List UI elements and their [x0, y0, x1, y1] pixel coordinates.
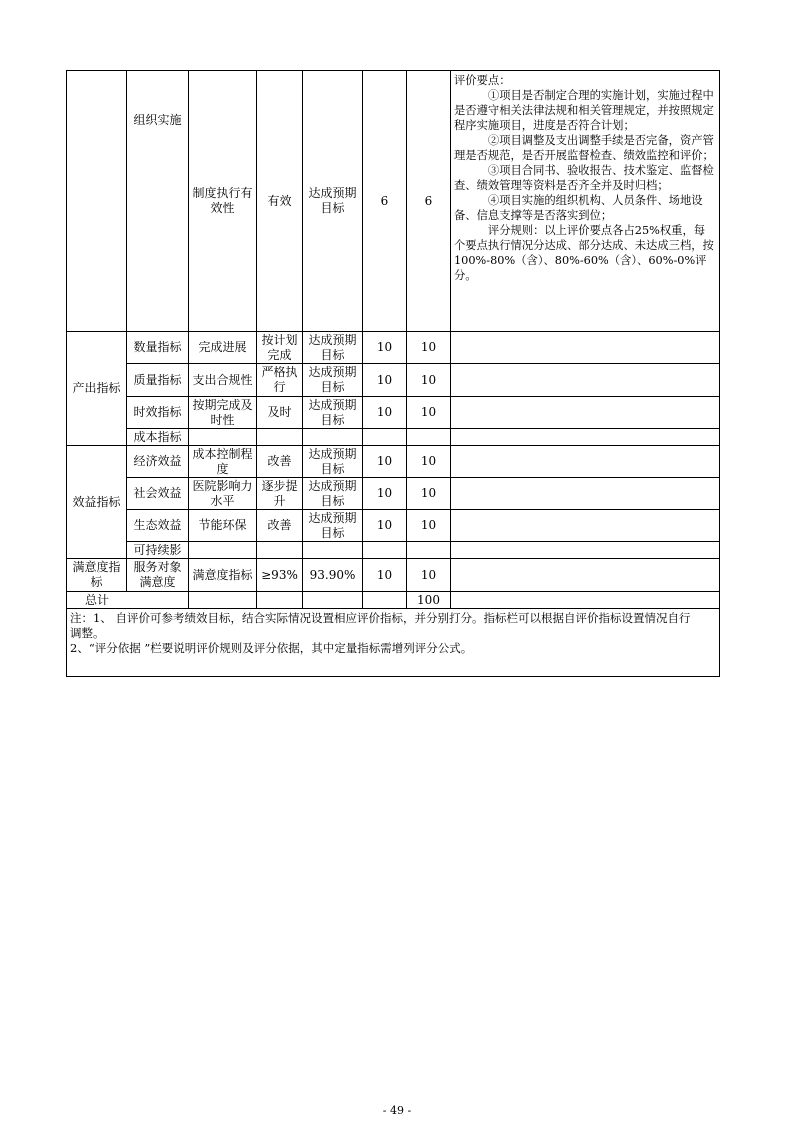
score-6: 6 — [407, 71, 451, 332]
value-cell: 达成预期目标 — [303, 446, 363, 478]
l3-cell: 按期完成及时性 — [189, 397, 257, 429]
notes-cell — [67, 609, 720, 677]
weight-cell: 10 — [363, 510, 407, 542]
table-row — [67, 446, 720, 478]
criteria-point-1: ①项目是否制定合理的实施计划，实施过程中是否遵守相关法律法规和相关管理规定，并按照规定程序实施项目，进度是否符合计划； — [454, 89, 714, 132]
criteria-cell — [451, 478, 720, 510]
total-label: 总计 — [67, 592, 189, 609]
table-row — [67, 397, 720, 429]
weight-cell: 10 — [363, 332, 407, 364]
standard-cell — [257, 542, 303, 559]
standard-cell: 改善 — [257, 510, 303, 542]
weight-cell — [363, 429, 407, 446]
weight-cell: 10 — [363, 478, 407, 510]
l3-cell: 医院影响力水平 — [189, 478, 257, 510]
l3-cell: 完成进展 — [189, 332, 257, 364]
weight-cell: 10 — [363, 559, 407, 592]
score-cell: 10 — [407, 446, 451, 478]
criteria-cell — [451, 364, 720, 397]
score-cell — [407, 429, 451, 446]
score-cell: 10 — [407, 510, 451, 542]
l2-cell: 生态效益 — [127, 510, 189, 542]
row-notes — [67, 609, 720, 677]
l1-cell-empty — [67, 71, 127, 332]
table-row — [67, 478, 720, 510]
criteria-point-4: ④项目实施的组织机构、人员条件、场地设备、信息支撑等是否落实到位； — [454, 194, 703, 222]
value-cell: 达成预期目标 — [303, 397, 363, 429]
score-cell: 10 — [407, 364, 451, 397]
criteria-point-2: ②项目调整及支出调整手续是否完备，资产管理是否规范，是否开展监督检查、绩效监控和评价； — [454, 134, 714, 162]
table-row — [67, 510, 720, 542]
weight-6: 6 — [363, 71, 407, 332]
weight-cell — [363, 542, 407, 559]
value-cell — [303, 542, 363, 559]
standard-cell: ≥93% — [257, 559, 303, 592]
value-cell — [303, 429, 363, 446]
value-cell: 达成预期目标 — [303, 510, 363, 542]
note-line-2: 调整。 — [70, 626, 105, 640]
l2-cell: 服务对象满意度 — [127, 559, 189, 592]
criteria-cell — [451, 510, 720, 542]
criteria-header: 评价要点： — [454, 74, 511, 87]
row-total — [67, 592, 720, 609]
note-line-3: 2、“评分依据 ”栏要说明评价规则及评分依据，其中定量指标需增列评分公式。 — [70, 641, 473, 655]
empty-cell — [451, 592, 720, 609]
score-cell — [407, 542, 451, 559]
standard-effective: 有效 — [257, 71, 303, 332]
value-achieved: 达成预期目标 — [303, 71, 363, 332]
standard-cell: 及时 — [257, 397, 303, 429]
criteria-cell — [451, 559, 720, 592]
criteria-cell — [451, 542, 720, 559]
criteria-cell — [451, 429, 720, 446]
standard-cell: 逐步提升 — [257, 478, 303, 510]
empty-cell — [363, 592, 407, 609]
standard-cell: 改善 — [257, 446, 303, 478]
weight-cell: 10 — [363, 397, 407, 429]
total-score: 100 — [407, 592, 451, 609]
page-number: - 49 - — [382, 1104, 412, 1117]
l1-satisfaction: 满意度指标 — [67, 559, 127, 592]
l3-cell — [189, 542, 257, 559]
l2-cell: 成本指标 — [127, 429, 189, 446]
score-cell: 10 — [407, 559, 451, 592]
l2-cell: 时效指标 — [127, 397, 189, 429]
score-cell: 10 — [407, 478, 451, 510]
score-cell: 10 — [407, 397, 451, 429]
standard-cell: 按计划完成 — [257, 332, 303, 364]
table-row — [67, 542, 720, 559]
criteria-text — [451, 71, 720, 332]
l3-cell: 节能环保 — [189, 510, 257, 542]
criteria-point-3: ③项目合同书、验收报告、技术鉴定、监督检查、绩效管理等资料是否齐全并及时归档； — [454, 164, 714, 192]
criteria-cell — [451, 332, 720, 364]
value-cell: 达成预期目标 — [303, 332, 363, 364]
empty-cell — [303, 592, 363, 609]
weight-cell: 10 — [363, 364, 407, 397]
l1-benefit: 效益指标 — [67, 446, 127, 559]
evaluation-table — [66, 70, 720, 677]
value-cell: 93.90% — [303, 559, 363, 592]
l2-cell: 可持续影 — [127, 542, 189, 559]
l3-cell: 满意度指标 — [189, 559, 257, 592]
criteria-cell — [451, 446, 720, 478]
criteria-scoring-rule: 评分规则：以上评价要点各占25%权重，每个要点执行情况分达成、部分达成、未达成三档，按100%-80%（含）、80%-60%（含）、60%-0%评分。 — [454, 224, 714, 282]
l3-system-effectiveness: 制度执行有效性 — [189, 71, 257, 332]
l3-cell — [189, 429, 257, 446]
row-org-impl — [67, 71, 720, 332]
standard-cell — [257, 429, 303, 446]
standard-cell: 严格执行 — [257, 364, 303, 397]
l2-cell: 经济效益 — [127, 446, 189, 478]
empty-cell — [189, 592, 257, 609]
score-cell: 10 — [407, 332, 451, 364]
table-row — [67, 332, 720, 364]
criteria-cell — [451, 397, 720, 429]
l3-cell: 支出合规性 — [189, 364, 257, 397]
l2-org-impl: 组织实施 — [127, 71, 189, 332]
value-cell: 达成预期目标 — [303, 478, 363, 510]
note-line-1: 注：1、 自评价可参考绩效目标，结合实际情况设置相应评价指标，并分别打分。指标栏可以根据自评价指标设置情况自行 — [70, 611, 691, 625]
empty-cell — [257, 592, 303, 609]
weight-cell: 10 — [363, 446, 407, 478]
l2-cell: 社会效益 — [127, 478, 189, 510]
row-satisfaction — [67, 559, 720, 592]
l2-cell: 质量指标 — [127, 364, 189, 397]
l1-output: 产出指标 — [67, 332, 127, 446]
value-cell: 达成预期目标 — [303, 364, 363, 397]
l2-cell: 数量指标 — [127, 332, 189, 364]
table-row — [67, 429, 720, 446]
table-row — [67, 364, 720, 397]
l3-cell: 成本控制程度 — [189, 446, 257, 478]
